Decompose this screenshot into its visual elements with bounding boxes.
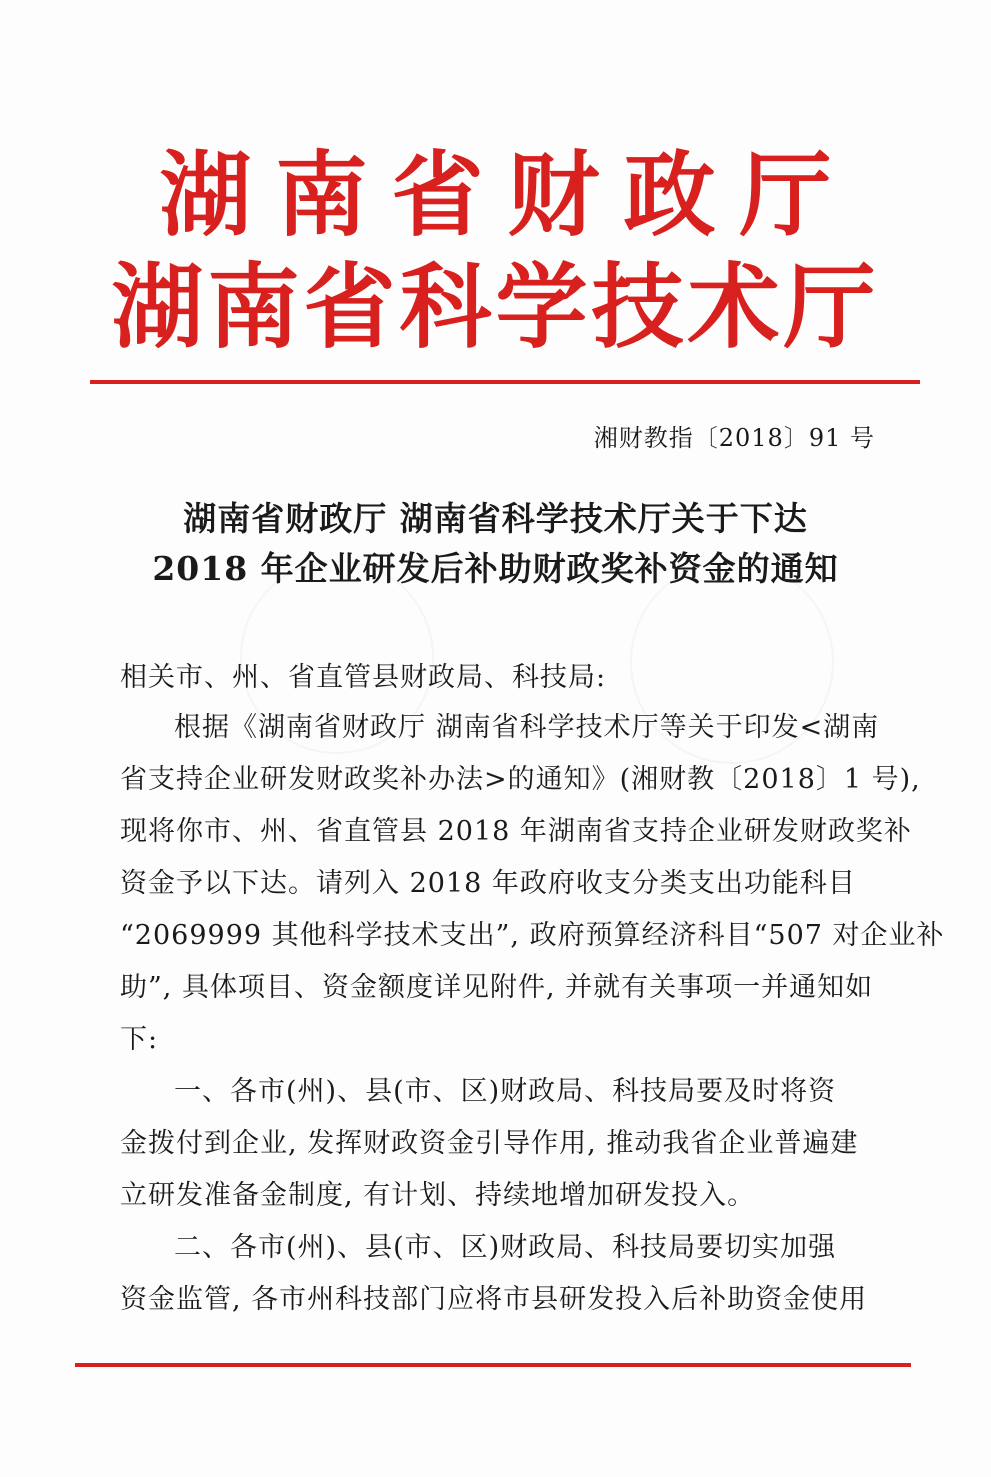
paragraph-line: 立研发准备金制度, 有计划、持续地增加研发投入。 — [120, 1180, 756, 1211]
paragraph-line: 下: — [120, 1024, 159, 1055]
salutation-text: 相关市、州、省直管县财政局、科技局: — [120, 662, 607, 693]
paragraph-3 — [120, 1222, 880, 1326]
paragraph-line-text: 二、各市(州)、县(市、区)财政局、科技局要切实加强 — [174, 1232, 837, 1263]
paragraph-line: 现将你市、州、省直管县 2018 年湖南省支持企业研发财政奖补 — [120, 816, 912, 847]
paragraph-2 — [120, 1066, 880, 1222]
issuing-org-finance: 湖南省财政厅 — [159, 142, 856, 249]
paragraph-line — [120, 1222, 880, 1274]
paragraph-line: “2069999 其他科学技术支出”, 政府预算经济科目“507 对企业补 — [120, 920, 945, 951]
paragraph-line-text: 根据《湖南省财政厅 湖南省科学技术厅等关于印发<湖南 — [174, 712, 880, 743]
red-divider-bottom — [75, 1363, 911, 1367]
paragraph-line-text: 一、各市(州)、县(市、区)财政局、科技局要及时将资 — [174, 1076, 837, 1107]
document-title-line-2: 2018 年企业研发后补助财政奖补资金的通知 — [152, 549, 839, 588]
issuing-org-science: 湖南省科学技术厅 — [111, 254, 880, 361]
paragraph-1 — [120, 702, 945, 1066]
paragraph-line — [120, 1066, 880, 1118]
paragraph-line: 资金予以下达。请列入 2018 年政府收支分类支出功能科目 — [120, 868, 856, 899]
paragraph-line: 助”, 具体项目、资金额度详见附件, 并就有关事项一并通知如 — [120, 972, 874, 1003]
paragraph-line: 省支持企业研发财政奖补办法>的通知》(湘财教〔2018〕1 号), — [120, 764, 921, 795]
document-number: 湘财教指〔2018〕91 号 — [593, 424, 875, 452]
paragraph-line — [120, 702, 880, 754]
paragraph-line: 资金监管, 各市州科技部门应将市县研发投入后补助资金使用 — [120, 1284, 868, 1315]
paragraph-line: 金拨付到企业, 发挥财政资金引导作用, 推动我省企业普遍建 — [120, 1128, 859, 1159]
red-divider-top — [90, 380, 920, 384]
salutation — [120, 652, 880, 704]
document-title-line-1: 湖南省财政厅 湖南省科学技术厅关于下达 — [183, 499, 808, 538]
